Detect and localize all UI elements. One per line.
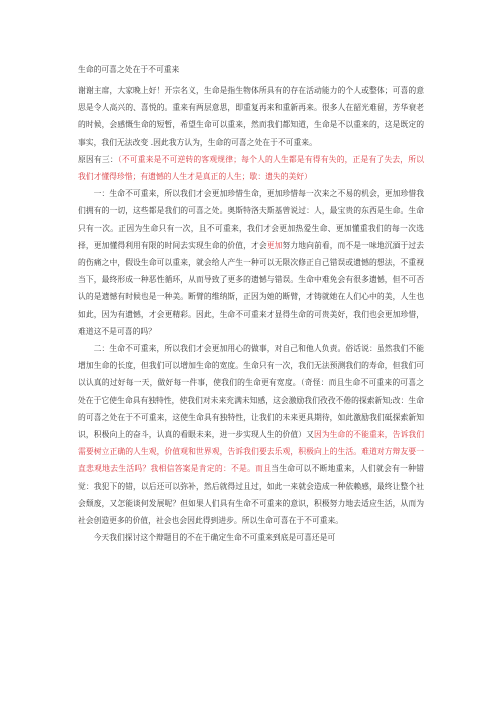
paragraph [78, 529, 424, 546]
highlighted-text: （不可重来是不可逆转的客观规律；每个人的人生都是有得有失的，正是有了失去，所以我们才懂得珍惜；有遗憾的人生才是真正的人生；歇：遗失的美好） [78, 154, 424, 182]
paragraph-text: 当生命可以不断地重来，人们就会有一种错觉：我犯下的错，以后还可以弥补，然后就得过且过，如此一来就会造成一种依赖感，最终让整个社会颓废，又怎能谈何发展呢？但如果人们具有生命不可重来的意识，积极努力地去适应生活，从而为社会创造更多的价值，社会也会因此得到进步。所以生命可喜在于不可重来。 [78, 464, 425, 526]
document-body [78, 82, 424, 546]
paragraph-text: 原因有三： [78, 154, 118, 164]
paragraph-text: 努力地向前看，而不是一味地沉湎于过去的伤痛之中，假设生命可以重来，就会给人产生一种可以无限次修正自己错误或遗憾的想法，不重视当下，最终形成一种恶性循环，从而导致了更多的遗憾与错误。生命中难免会有很多遗憾，但不可否认的是遗憾有时候也是一种美。断臂的维纳斯，正因为她的断臂，才铸就她在人们心中的美，人生也如此，因为有遗憾，才会更精彩。因此，生命不可重来才显得生命的可贵美好，我们也会更加珍惜，难道这不是可喜的吗？ [78, 240, 425, 336]
paragraph [78, 82, 424, 151]
paragraph [78, 185, 424, 340]
paragraph [78, 340, 424, 529]
paragraph-text: 今天我们探讨这个辩题目的不在于确定生命不可重来到底是可喜还是可 [93, 533, 336, 543]
paragraph-text: 二：生命不可重来，所以我们才会更加用心的做事，对自己和他人负责。俗话说：虽然我们不能增加生命的长度，但我们可以增加生命的宽度。生命只有一次，我们无法预测我们的寿命，但我们可以认真的过好每一天，做好每一件事，使我们的生命更有宽度。（奇怪：而且生命不可重来的可喜之处在于它使生命具有独特性，使我们对未来充满未知感，这会激励我们孜孜不倦的探索新知;改：生命的可喜之处在于不可重来，这使生命具有独特性，让我们的未来更具期待，如此激励我们砥探索新知识，积极向上的奋斗，认真的看眼未来，进一步实现人生的价值）又 [78, 344, 424, 440]
paragraph-text: 一：生命不可重来，所以我们才会更加珍惜生命，更加珍惜每一次来之不易的机会，更加珍惜我们拥有的一切，这些都是我们的可喜之处。奥斯特洛夫斯基曾说过：人，最宝贵的东西是生命。生命只有一次。正因为生命只有一次，且不可重来，我们才会更加热爱生命、更加懂重我们的每一次选择，更加懂得利用有限的时间去实现生命的价值，才会 [78, 189, 424, 250]
document-title: 生命的可喜之处在于不可重来 [78, 65, 180, 74]
highlighted-text: 因为生命的不能重来，告诉我们需要树立正确的人生观，价值观和世界观，告诉我们要去乐观，积极向上的生活。难道对方辩友要一直悲观地去生活吗？我相信答案是肯定的：不是。而且 [78, 430, 424, 474]
paragraph-text: 谢谢主席，大家晚上好！开宗名义，生命是指生物体所具有的存在活动能力的个人或整体；可喜的意思是令人高兴的、喜悦的。重来有两层意思，即重复再来和重新再来。很多人在韶光难留，芳华衰老的时候，会感慨生命的短暂，希望生命可以重来，然而我们都知道，生命是不以重来的，这是既定的事实，我们无法改变 .因此我方认为，生命的可喜之处在于不可重来。 [78, 86, 424, 147]
paragraph [78, 151, 424, 185]
highlighted-text: 更加 [266, 240, 283, 250]
